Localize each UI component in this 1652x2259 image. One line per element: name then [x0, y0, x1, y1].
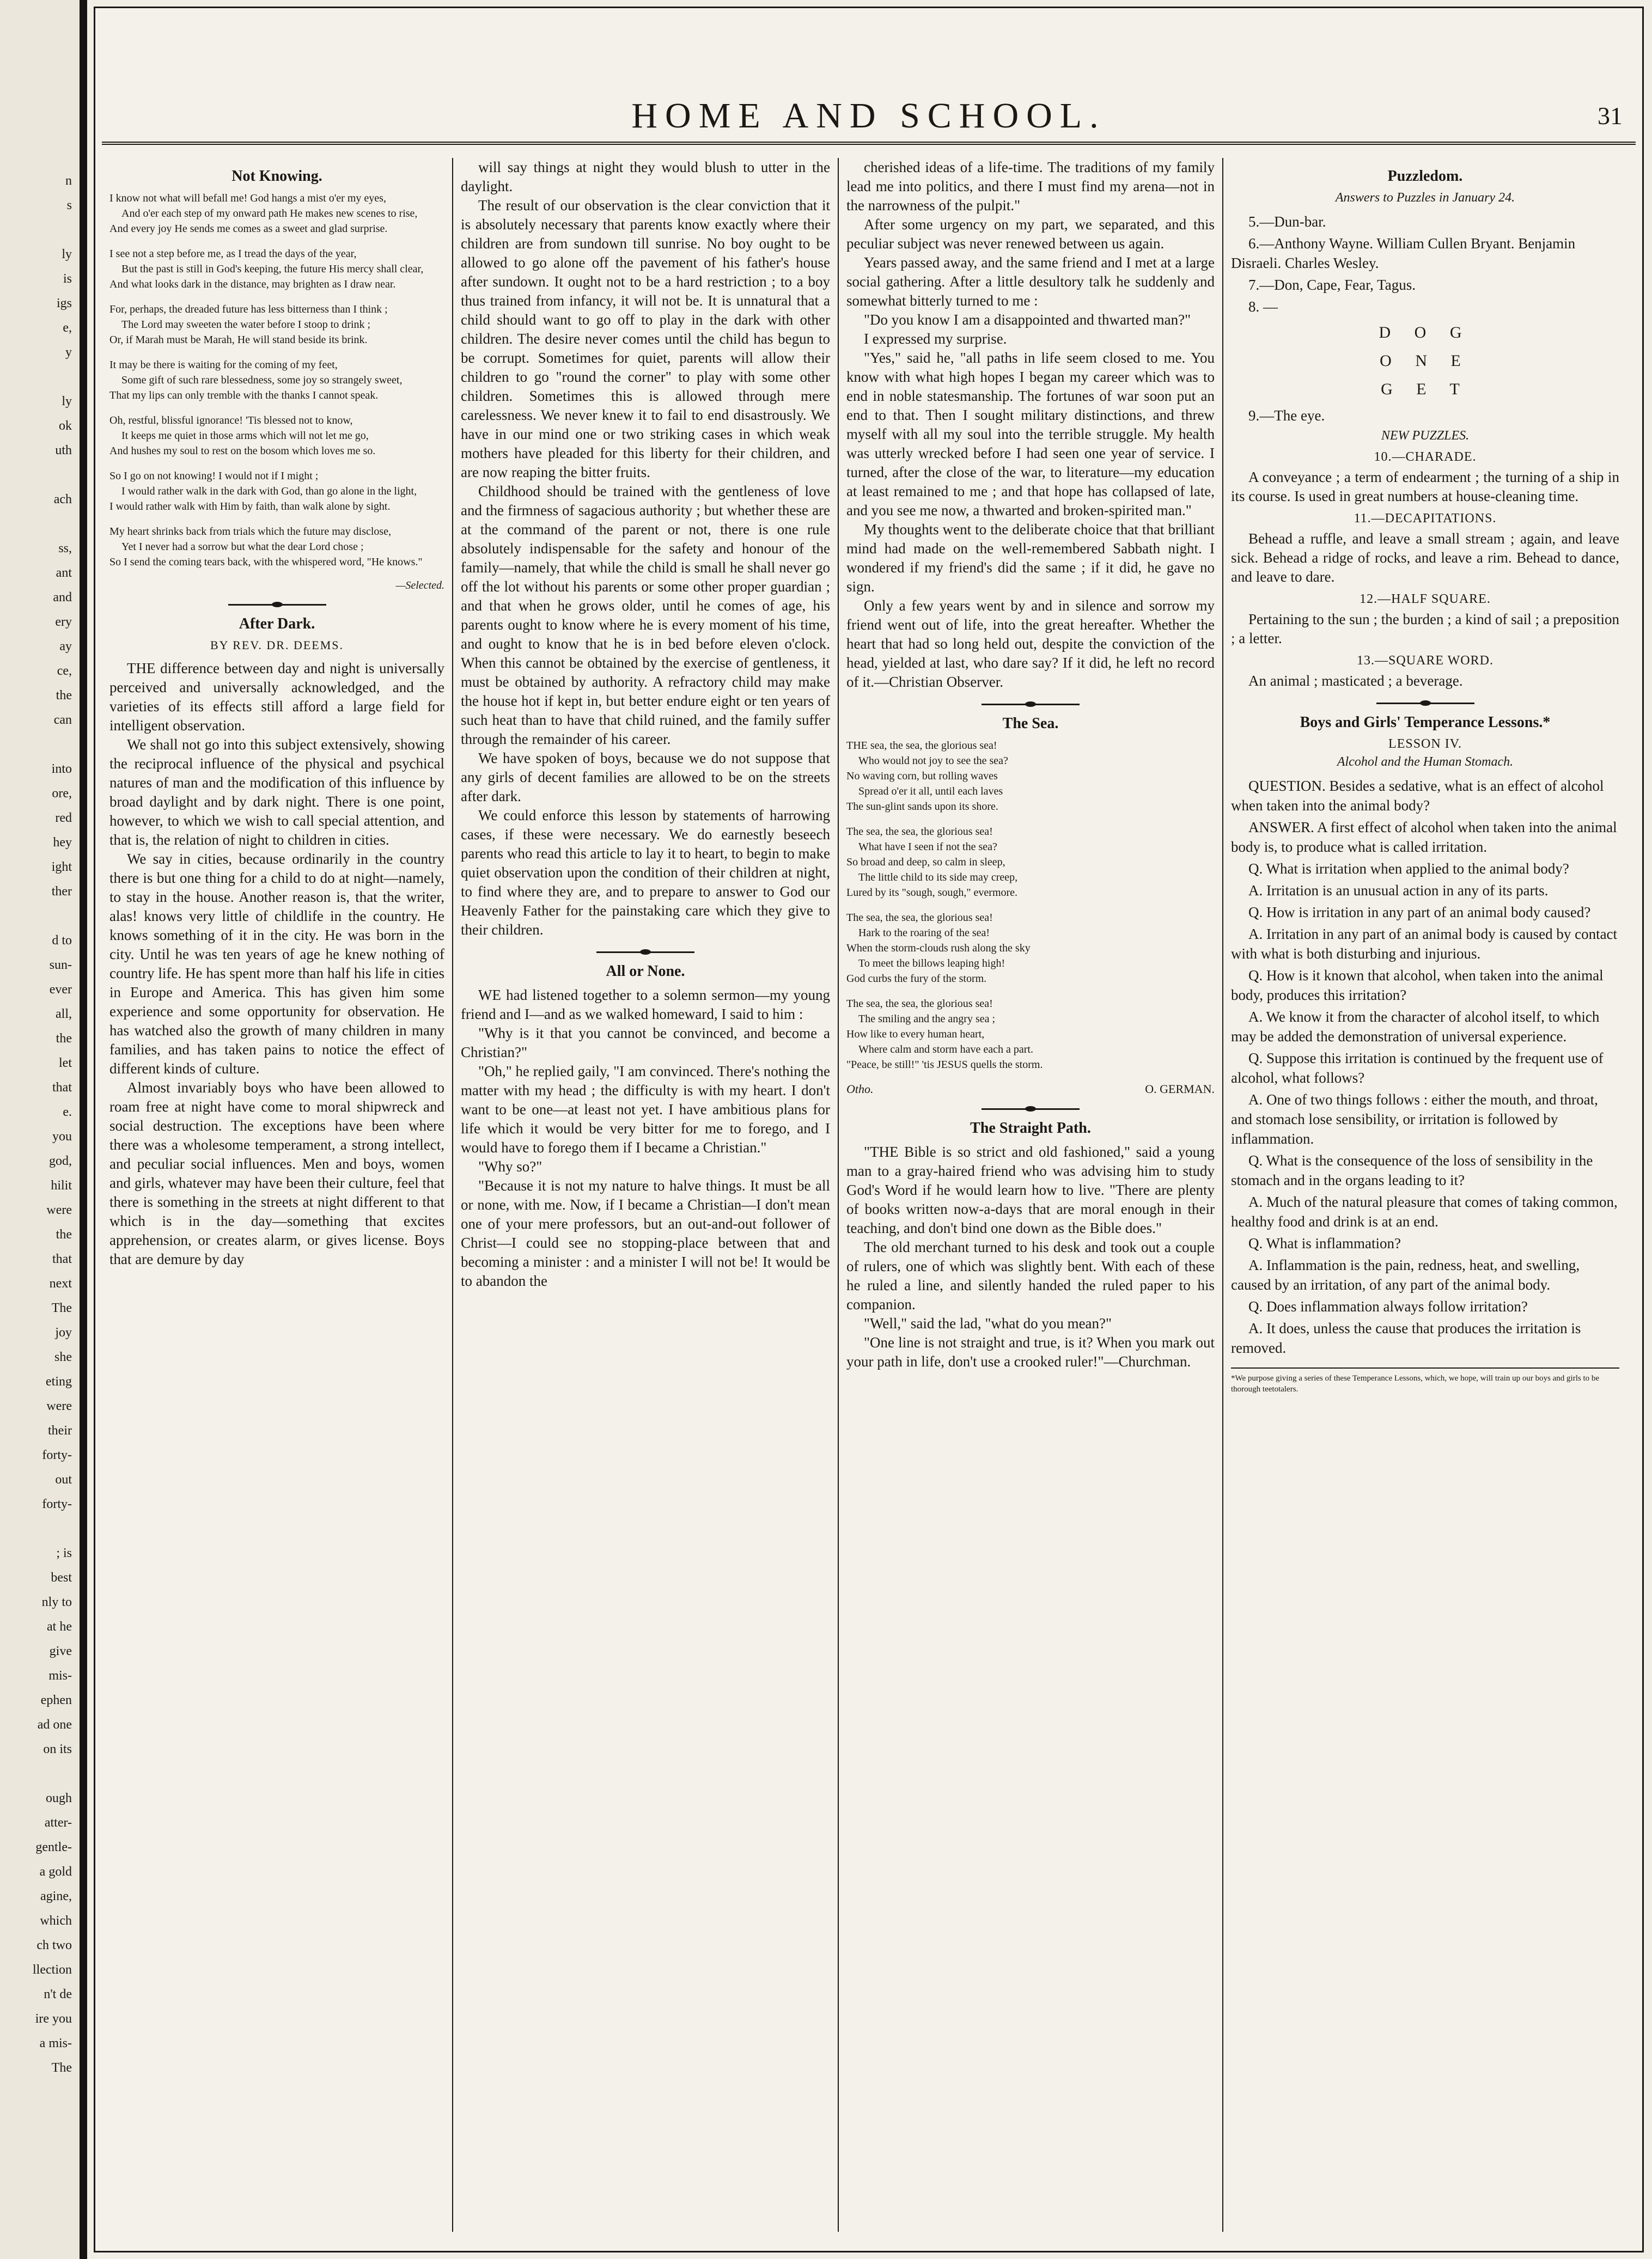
verse-line: What have I seen if not the sea? [858, 841, 997, 853]
previous-page-fragment: best [51, 1571, 72, 1585]
verse-line: That my lips can only tremble with the thanks I cannot speak. [109, 389, 379, 401]
verse-line: Spread o'er it all, until each laves [858, 785, 1003, 797]
paragraph: Childhood should be trained with the gentleness of love and the firmness of sagacious authority ; but whether these are at the command of the parent or not, there is one rule absolutely indispensable for the safety and honour of the family—namely, that while the child is small he shall never go off the lot without his parents or some other proper guardian ; and that when he grows older, until he comes of age, his parents ought to know where he is every moment of his time, and ought to know that he is in bed before eleven o'clock. When this cannot be obtained by the exercise of gentleness, it must be obtained by authority. A refractory child may make the house hot if kept in, but better endure eight or ten years of such heat than to have that child ruined, and the family suffer through the remainder of his career. [461, 483, 830, 747]
verse-line: And what looks dark in the distance, may brighten as I draw near. [109, 278, 396, 290]
verse-line: I see not a step before me, as I tread the days of the year, [109, 248, 357, 260]
paragraph: "Do you know I am a disappointed and thwarted man?" [864, 312, 1191, 328]
stanza [846, 910, 1215, 986]
verse-line: Where calm and storm have each a part. [858, 1043, 1033, 1055]
article-body [846, 1143, 1215, 1371]
paragraph: "Why is it that you cannot be convinced, and become a Christian?" [461, 1025, 830, 1060]
previous-page-fragment: joy [55, 1326, 72, 1340]
article-continuation [461, 158, 830, 939]
paragraph: After some urgency on my part, we separated, and this peculiar subject was never renewed between us again. [846, 216, 1215, 252]
answer-line: ANSWER. A first effect of alcohol when taken into the animal body is, to produce what is called irritation. [1231, 819, 1617, 855]
previous-page-fragment: ly [62, 247, 72, 261]
paragraph: Years passed away, and the same friend and I met at a large social gathering. After a little desultory talk he suddenly and somewhat bitterly turned to me : [846, 254, 1215, 309]
article-title: All or None. [606, 963, 685, 980]
previous-page-fragment: ach [53, 492, 72, 506]
page-number: 31 [1598, 102, 1623, 130]
answer-line: A. Inflammation is the pain, redness, heat, and swelling, caused by an irritation, of any part of the animal body. [1231, 1257, 1580, 1293]
previous-page-fragment: ad one [37, 1718, 72, 1732]
previous-page-fragment: the [56, 1031, 72, 1046]
previous-page-fragment: llection [33, 1963, 72, 1977]
answer-line: A. Irritation in any part of an animal body is caused by contact with what is both disturbing and injurious. [1231, 926, 1618, 962]
verse-line: And hushes my soul to rest on the bosom which loves me so. [109, 445, 376, 457]
previous-page-fragment: ant [56, 566, 72, 580]
paragraph: We say in cities, because ordinarily in the country there is but one thing for a child to do at night—namely, to stay in the house. Another reason is, that the writer, alas! knows very little of childlife in the country. He knows something of it in the city. He was born in the city. Until he was ten years of age he knew nothing of country life. He has spent more than half his life in cities in Europe and America. This has given him some experience and some opportunity for observation. He has watched also the growth of many children in many families, and has taken pains to notice the effect of different kinds of culture. [109, 851, 444, 1077]
verse-line: Hark to the roaring of the sea! [858, 927, 990, 939]
paragraph: "Oh," he replied gaily, "I am convinced. There's nothing the matter with my head ; the difficulty is with my heart. I don't want to be one—at least not yet. I have ambitious plans for life which it would be very bitter for me to forego, and I would have to forego them if I became a Christian." [461, 1063, 830, 1156]
previous-page-fragment: is [63, 272, 72, 286]
article-body [109, 659, 444, 1269]
previous-page-fragment: e, [63, 321, 72, 335]
paragraph: cherished ideas of a life-time. The traditions of my family lead me into politics, and there I must find my arena—not in the narrowness of the pulpit." [846, 159, 1215, 213]
answer-line: Q. What is irritation when applied to the animal body? [1248, 860, 1569, 877]
verse-line: It keeps me quiet in those arms which will not let me go, [121, 430, 369, 442]
page-header [102, 90, 1636, 145]
verse-line: For, perhaps, the dreaded future has less bitterness than I think ; [109, 303, 388, 315]
verse-line: And every joy He sends me comes as a sweet and glad surprise. [109, 223, 388, 235]
verse-line: Who would not joy to see the sea? [858, 755, 1008, 767]
lesson-subtitle: Alcohol and the Human Stomach. [1337, 755, 1514, 769]
column-2 [452, 158, 838, 2232]
previous-page-fragment: ok [59, 419, 72, 433]
paragraph: We could enforce this lesson by statements of harrowing cases, if these were necessary. We do earnestly beseech parents who read this article to lay it to heart, to begin to make quiet observation upon the condition of their children at night, to find where they are, and to prepare to answer to God our Heavenly Father for the painstaking care which they give to their children. [461, 807, 830, 938]
previous-page-fragment: next [49, 1277, 72, 1291]
previous-page-fragment: into [51, 762, 72, 776]
paragraph: We shall not go into this subject extensively, showing the reciprocal influence of the physical and psychical natures of man and the modification of this influence by broad daylight and by dark night. There is one point, however, to which we wish to call special attention, and that is, the relation of night to children in cities. [109, 736, 444, 848]
puzzle-text: A conveyance ; a term of endearment ; the turning of a ship in its course. Is used in great numbers at house-cleaning time. [1231, 469, 1619, 504]
masthead: HOME AND SCHOOL. [631, 96, 1106, 136]
previous-page-fragment: ly [62, 394, 72, 408]
previous-page-fragment: a mis- [39, 2036, 72, 2050]
puzzle-text: Behead a ruffle, and leave a small stream ; again, and leave sick. Behead a ridge of rocks, and leave a rim. Behead to dance, and leave to dare. [1231, 530, 1619, 585]
new-puzzles-heading: NEW PUZZLES. [1381, 429, 1470, 443]
previous-page-fragment: n't de [44, 1987, 72, 2001]
previous-page-fragment: you [52, 1130, 72, 1144]
previous-page-fragment: ther [51, 884, 72, 899]
poem-the-sea [846, 738, 1215, 1072]
paragraph: "Because it is not my nature to halve things. It must be all or none, with me. Now, if I became a Christian—I don't mean one of your mere professors, but an out-and-out follower of Christ—I could see no stopping-place between that and becoming a minister : and a minister I will not be! It would be to abandon the [461, 1177, 830, 1289]
verse-line: The sea, the sea, the glorious sea! [846, 826, 993, 838]
stanza [109, 468, 444, 514]
answer-line: A. One of two things follows : either the mouth, and throat, and stomach lose sensibility, or irritation is followed by inflammation. [1231, 1091, 1598, 1147]
stanza [109, 246, 444, 292]
paragraph: "Yes," said he, "all paths in life seem closed to me. You know with what high hopes I began my career which was to end in noble statesmanship. The fortunes of war soon put an end to that. Then I sought military distinctions, and threw myself with all my soul into the terrible struggle. My health was utterly wrecked before I had seen one year of service. I turned, after the close of the war, to literature—my education at least remained to me ; and that hope has collapsed of late, and you see me now, a thwarted and broken-spirited man." [846, 350, 1215, 518]
stanza [846, 738, 1215, 814]
previous-page-fragment: all, [56, 1007, 72, 1021]
answer-line: A. Much of the natural pleasure that comes of taking common, healthy food and drink is at an end. [1231, 1194, 1618, 1230]
verse-line: The smiling and the angry sea ; [858, 1013, 996, 1025]
footnote: *We purpose giving a series of these Temperance Lessons, which, we hope, will train up our boys and girls to be thorough teetotalers. [1231, 1367, 1619, 1395]
previous-page-fragment: ire you [35, 2012, 72, 2026]
previous-page-fragment: ore, [52, 786, 72, 801]
verse-line: The sun-glint sands upon its shore. [846, 801, 998, 813]
previous-page-fragment: forty- [42, 1497, 72, 1511]
previous-page-fragment: sun- [49, 958, 72, 972]
verse-line: How like to every human heart, [846, 1028, 985, 1040]
previous-page-fragment: ever [49, 982, 72, 997]
verse-line: God curbs the fury of the storm. [846, 973, 987, 985]
previous-page-fragment: uth [55, 443, 72, 457]
puzzle-heading: 13.—SQUARE WORD. [1357, 654, 1493, 668]
verse-line: "Peace, be still!" 'tis JESUS quells the storm. [846, 1059, 1043, 1071]
answer-line: 5.—Dun-bar. [1248, 213, 1326, 230]
previous-page-fragment: the [56, 688, 72, 703]
paragraph: "Why so?" [478, 1158, 542, 1175]
poem-title: The Sea. [1002, 715, 1059, 732]
verse-line: I know not what will befall me! God hangs a mist o'er my eyes, [109, 192, 386, 204]
previous-page-fragment: ce, [57, 664, 72, 678]
verse-line: The sea, the sea, the glorious sea! [846, 998, 993, 1010]
previous-page-fragment: were [46, 1399, 72, 1413]
previous-page-fragment: god, [49, 1154, 72, 1168]
puzzle-text: Pertaining to the sun ; the burden ; a kind of sail ; a preposition ; a letter. [1231, 611, 1619, 646]
answer-line: 8. — [1248, 298, 1278, 315]
stanza [109, 413, 444, 459]
stanza [109, 357, 444, 403]
byline: BY REV. DR. DEEMS. [210, 638, 344, 652]
previous-page-fragment: d to [52, 933, 72, 948]
previous-page-fragment: red [55, 811, 72, 825]
previous-page-fragment: that [52, 1252, 72, 1266]
puzzle-heading: 10.—CHARADE. [1374, 450, 1477, 464]
word-square-row: D O G [1379, 323, 1472, 341]
verse-line: So I go on not knowing! I would not if I might ; [109, 470, 319, 482]
divider [228, 604, 326, 606]
article-title: The Straight Path. [970, 1120, 1091, 1137]
previous-page-fragment: The [51, 1301, 72, 1315]
previous-page-fragment: give [49, 1644, 72, 1658]
paragraph: The old merchant turned to his desk and took out a couple of rulers, one of which was slightly bent. With each of these he ruled a line, and silently handed the ruled paper to his companion. [846, 1239, 1215, 1312]
lesson-qa [1231, 776, 1619, 1358]
article-body [461, 986, 830, 1291]
puzzle-answer: 9.—The eye. [1248, 407, 1325, 424]
newspaper-page [94, 7, 1644, 2252]
answer-line: Q. What is the consequence of the loss of sensibility in the stomach and in the organs leading to it? [1231, 1152, 1593, 1188]
previous-page-fragment: the [56, 1228, 72, 1242]
answer-line: Q. How is irritation in any part of an animal body caused? [1248, 904, 1591, 920]
previous-page-fragment: which [40, 1914, 72, 1928]
verse-line: I would rather walk in the dark with God, than go alone in the light, [121, 485, 417, 497]
verse-line: But the past is still in God's keeping, the future His mercy shall clear, [121, 263, 424, 275]
answer-line: Q. Does inflammation always follow irritation? [1248, 1298, 1528, 1315]
previous-page-fragment: e. [63, 1105, 72, 1119]
previous-page-fragment: hey [53, 835, 72, 850]
paragraph: Only a few years went by and in silence and sorrow my friend went out of life, into the great hereafter. Whether the heart that had so long held out, despite the conviction of the head, yielded at last, who dare say? If it did, he left no record of it.—Christian Observer. [846, 597, 1215, 690]
previous-page-fragment: y [65, 345, 72, 359]
answer-line: Q. How is it known that alcohol, when taken into the animal body, produces this irritation? [1231, 967, 1604, 1003]
paragraph: "THE Bible is so strict and old fashioned," said a young man to a gray-haired friend who was advising him to study God's Word if he would learn how to live. "There are plenty of books written now-a-days that are moral enough in their teaching, and don't bind one down as the Bible does." [846, 1144, 1215, 1236]
paragraph: My thoughts went to the deliberate choice that that brilliant mind had made on the well-remembered Sabbath night. I wondered if my friend's did the same ; if it did, he gave no sign. [846, 521, 1215, 595]
previous-page-fragment: mis- [48, 1669, 72, 1683]
verse-line: And o'er each step of my onward path He makes new scenes to rise, [121, 207, 418, 219]
answer-line: A. We know it from the character of alcohol itself, to which may be added the demonstration of universal experience. [1231, 1009, 1600, 1045]
divider [596, 951, 694, 953]
verse-line: I would rather walk with Him by faith, than walk alone by sight. [109, 500, 391, 512]
puzzle-heading: 11.—DECAPITATIONS. [1354, 511, 1497, 526]
section-subtitle: Answers to Puzzles in January 24. [1335, 191, 1515, 205]
previous-page-fragment: forty- [42, 1448, 72, 1462]
divider [1376, 703, 1474, 704]
columns [102, 158, 1636, 2232]
previous-page-fragment: ough [46, 1791, 72, 1805]
answer-line: 7.—Don, Cape, Fear, Tagus. [1248, 277, 1416, 293]
section-title: Boys and Girls' Temperance Lessons.* [1300, 714, 1551, 731]
verse-line: Oh, restful, blissful ignorance! 'Tis blessed not to know, [109, 414, 353, 426]
verse-line: Or, if Marah must be Marah, He will stand beside its brink. [109, 334, 368, 346]
article-title: After Dark. [239, 615, 315, 632]
verse-line: My heart shrinks back from trials which the future may disclose, [109, 526, 392, 538]
previous-page-fragment: and [53, 590, 72, 605]
puzzle-answers [1231, 212, 1619, 316]
previous-page-fragment: hilit [51, 1179, 72, 1193]
column-3 [838, 158, 1222, 2232]
section-title: Puzzledom. [1387, 168, 1463, 185]
column-1 [102, 158, 452, 2232]
previous-page-fragment: out [55, 1473, 72, 1487]
article-continuation [846, 158, 1215, 692]
paragraph: THE difference between day and night is universally perceived and universally acknowledged, and the varieties of its effects still afford a large field for intelligent observation. [109, 660, 444, 734]
previous-page-fragment: n [65, 174, 72, 188]
verse-line: So I send the coming tears back, with the whispered word, "He knows." [109, 556, 423, 568]
answer-line: Q. Suppose this irritation is continued by the frequent use of alcohol, what follows? [1231, 1050, 1604, 1086]
answer-line: Q. What is inflammation? [1248, 1235, 1401, 1251]
previous-page-fragment: s [66, 198, 72, 212]
paragraph: I expressed my surprise. [864, 331, 1007, 347]
previous-page-fragment: at he [47, 1620, 72, 1634]
lesson-number: LESSON IV. [1388, 737, 1462, 751]
answer-line: 6.—Anthony Wayne. William Cullen Bryant. Benjamin Disraeli. Charles Wesley. [1231, 235, 1576, 271]
previous-page-fragment: eting [46, 1375, 72, 1389]
verse-line: Some gift of such rare blessedness, some joy so strangely sweet, [121, 374, 403, 386]
new-puzzles [1231, 450, 1619, 691]
paragraph: Almost invariably boys who have been allowed to roam free at night have come to moral shipwreck and social destruction. The exceptions have been where there was a wholesome temperament, a strong intellect, and peculiar social influences. Men and boys, women and girls, whatever may have been their culture, feel that there is something in the streets at night different to that which is in the day—something that excites apprehension, or creates alarm, or gives license. Boys that are demure by day [109, 1079, 444, 1267]
divider [982, 1108, 1080, 1110]
previous-page-fragment: a gold [39, 1865, 72, 1879]
previous-page-fragment: atter- [44, 1816, 72, 1830]
verse-line: No waving corn, but rolling waves [846, 770, 998, 782]
previous-page-fragment: The [51, 2061, 72, 2075]
previous-page-fragment: let [59, 1056, 72, 1070]
verse-line: When the storm-clouds rush along the sky [846, 942, 1031, 954]
answer-line: A. It does, unless the cause that produces the irritation is removed. [1231, 1320, 1581, 1356]
previous-page-fragment: igs [56, 296, 72, 310]
paragraph: "Well," said the lad, "what do you mean?" [864, 1315, 1112, 1332]
verse-line: THE sea, the sea, the glorious sea! [846, 740, 997, 752]
answer-line: A. Irritation is an unusual action in any of its parts. [1248, 882, 1549, 899]
previous-page-fragment: ephen [40, 1693, 72, 1707]
previous-page-fragment: ss, [58, 541, 72, 555]
previous-page-fragment: gentle- [35, 1840, 72, 1854]
previous-page-fragment: ight [51, 860, 72, 874]
previous-page-fragment: can [53, 713, 72, 727]
previous-page-fragment: were [46, 1203, 72, 1217]
stanza [846, 824, 1215, 900]
verse-line: It may be there is waiting for the coming of my feet, [109, 359, 338, 371]
poem-title: Not Knowing. [231, 168, 322, 185]
word-square-row: G E T [1381, 380, 1470, 398]
poem-author: O. GERMAN. [1145, 1082, 1215, 1096]
previous-page-fragment: ; is [56, 1546, 72, 1560]
puzzle-heading: 12.—HALF SQUARE. [1360, 592, 1491, 606]
previous-page-fragment: ch two [36, 1938, 72, 1952]
previous-page-edge [0, 0, 87, 2259]
verse-line: To meet the billows leaping high! [858, 957, 1005, 969]
poem-not-knowing [109, 191, 444, 570]
previous-page-fragment: she [54, 1350, 72, 1364]
puzzle-text: An animal ; masticated ; a beverage. [1248, 673, 1463, 689]
paragraph: We have spoken of boys, because we do not suppose that any girls of decent families are allowed to be on the streets after dark. [461, 750, 830, 804]
stanza [846, 996, 1215, 1072]
paragraph: WE had listened together to a solemn sermon—my young friend and I—and as we walked homeward, I said to him : [461, 987, 830, 1022]
verse-line: The Lord may sweeten the water before I stoop to drink ; [121, 319, 371, 331]
previous-page-fragment: agine, [40, 1889, 72, 1903]
column-4 [1222, 158, 1627, 2232]
paragraph: will say things at night they would blush to utter in the daylight. [461, 159, 830, 194]
verse-line: Lured by its "sough, sough," evermore. [846, 887, 1018, 899]
previous-page-fragment: that [52, 1080, 72, 1095]
stanza [109, 524, 444, 570]
verse-line: The little child to its side may creep, [858, 871, 1018, 883]
verse-line: So broad and deep, so calm in sleep, [846, 856, 1005, 868]
paragraph: "One line is not straight and true, is it? When you mark out your path in life, don't use a crooked ruler!"—Churchman. [846, 1334, 1215, 1370]
divider [982, 704, 1080, 705]
stanza [109, 302, 444, 347]
poem-signature: —Selected. [395, 579, 444, 591]
previous-page-fragment: their [48, 1424, 72, 1438]
poem-place: Otho. [846, 1082, 874, 1096]
paragraph: The result of our observation is the clear conviction that it is absolutely necessary that parents know exactly where their children are from sundown till sunrise. No boy ought to be allowed to go alone off the pavement of his father's house after sundown. It ought not to be a hard restriction ; to a boy thus trained from infancy, it will not be. It is unnatural that a child should want to go off to play in the dark with other children. The desire never comes until the child has begun to be corrupt. Sometimes for quiet, parents will allow their children to go "round the corner" to play with some other children. Sometimes this is allowed through mere carelessness. We never knew it to fail to end disastrously. We have in our mind one or two striking cases in which weak mothers have pleaded for this liberty for their children, and are now reaping the bitter fruits. [461, 197, 830, 480]
word-square [1231, 321, 1619, 401]
verse-line: Yet I never had a sorrow but what the dear Lord chose ; [121, 541, 364, 553]
previous-page-fragment: nly to [41, 1595, 72, 1609]
answer-line: QUESTION. Besides a sedative, what is an effect of alcohol when taken into the animal body? [1231, 778, 1604, 814]
stanza [109, 191, 444, 236]
previous-page-fragment: ery [55, 615, 72, 629]
poem-signature [846, 1082, 1215, 1096]
word-square-row: O N E [1380, 352, 1471, 370]
previous-page-fragment: ay [59, 639, 72, 654]
verse-line: The sea, the sea, the glorious sea! [846, 912, 993, 924]
previous-page-fragment: on its [43, 1742, 72, 1756]
